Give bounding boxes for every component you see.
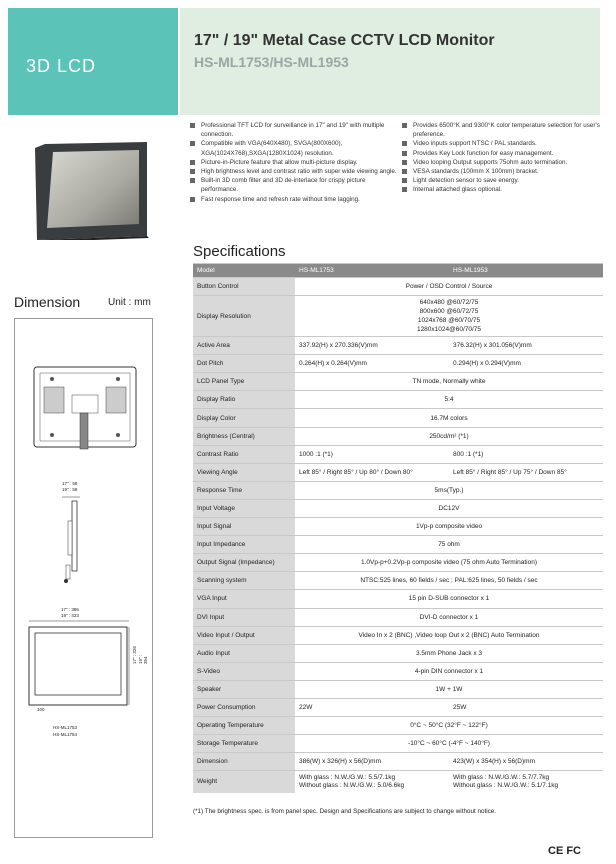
spec-value: 75 ohm [295,536,603,554]
spec-label: Contrast Ratio [193,445,295,463]
spec-label: Input Voltage [193,499,295,517]
feature-item: Video inputs support NTSC / PAL standards. [402,139,602,148]
spec-label: Viewing Angle [193,463,295,481]
spec-value: 250cd/m² (*1) [295,427,603,445]
spec-row [193,590,603,608]
spec-value: TN mode, Normally white [295,373,603,391]
spec-row [193,409,603,427]
spec-row [193,735,603,753]
spec-value-line: Without glass : N.W./G.W.: 5.0/6.6kg [299,782,405,790]
spec-value: DC12V [295,499,603,517]
feature-item: Video looping Output supports 75ohm auto termination. [402,158,602,167]
spec-row [193,753,603,771]
feature-item: Light detection sensor to save energy. [402,176,602,185]
feature-item: Internal attached glass optional. [402,185,602,194]
spec-label: Response Time [193,481,295,499]
front-view-drawing [27,619,131,711]
spec-value-line: 1280x1024@60/70/75 [416,326,482,334]
monitor-image [33,140,151,240]
spec-row [193,355,603,373]
spec-label: Scanning system [193,572,295,590]
spec-value: NTSC:525 lines, 60 fields / sec ; PAL:625 lines, 50 fields / sec [295,572,603,590]
spec-value: 1.0Vp-p+0.2Vp-p composite video (75 ohm Auto Termination) [295,554,603,572]
spec-value: Video In x 2 (BNC) ,Video loop Out x 2 (BNC) Auto Termination [295,626,603,644]
feature-item: High brightness level and contrast ratio with super wide viewing angle. [190,167,398,176]
spec-label: Storage Temperature [193,735,295,753]
spec-value: 423(W) x 354(H) x 56(D)mm [449,753,603,771]
spec-value: Left 85° / Right 85° / Up 80° / Down 80° [295,463,449,481]
spec-row [193,680,603,698]
spec-value: -10°C ~ 60°C (-4°F ~ 140°F) [295,735,603,753]
spec-value: 800 :1 (*1) [449,445,603,463]
spec-label: Brightness (Central) [193,427,295,445]
spec-label: Speaker [193,680,295,698]
spec-value: 376.32(H) x 301.056(V)mm [449,337,603,355]
certification-marks: CE FC [548,845,581,857]
front-base-label: 100 [37,707,45,712]
spec-value-line: 800x600 @60/72/75 [419,308,479,316]
spec-row [193,608,603,626]
side-depth-label-17: 17" : 58 [62,481,78,486]
spec-row [193,296,603,337]
spec-value: 1W + 1W [295,680,603,698]
dimension-title: Dimension [14,294,81,310]
title-banner [180,8,600,115]
spec-row [193,445,603,463]
front-width-label-19: 19" : 423 [61,613,79,618]
side-view-drawing [60,495,82,585]
spec-label: Input Impedance [193,536,295,554]
spec-label: Weight [193,771,295,794]
spec-row [193,717,603,735]
spec-value: 386(W) x 326(H) x 56(D)mm [295,753,449,771]
spec-value: 15 pin D-SUB connector x 1 [295,590,603,608]
feature-item: Fast response time and refresh rate without time lagging. [190,195,398,204]
side-depth-label-19: 19" : 58 [62,487,78,492]
spec-label: Dot Pitch [193,355,295,373]
specifications-title: Specifications [193,243,286,260]
spec-row [193,463,603,481]
rear-view-drawing [32,365,138,451]
spec-header-model-2: HS-ML1953 [449,264,603,278]
spec-row [193,337,603,355]
spec-row [193,554,603,572]
spec-label: Display Color [193,409,295,427]
front-height-label-17: 17" : 326 [132,646,137,664]
spec-value: 1Vp-p composite video [295,518,603,536]
spec-label: Audio Input [193,644,295,662]
category-banner [8,8,178,115]
spec-label: Output Signal (Impedance) [193,554,295,572]
spec-row [193,373,603,391]
spec-value-line: With glass : N.W./G.W.: 5.7/7.7kg [453,774,550,782]
feature-item: Built-in 3D comb filter and 3D de-interlace for crispy picture performance. [190,176,398,194]
spec-row [193,278,603,296]
spec-value [295,296,603,337]
product-models: HS-ML1753/HS-ML1953 [194,54,349,70]
spec-row [193,391,603,409]
feature-item: Provides 6500°K and 9300°K color temperature selection for user's preference. [402,121,602,139]
spec-label: Button Control [193,278,295,296]
spec-value: DVI-D connector x 1 [295,608,603,626]
front-width-label-17: 17" : 386 [61,607,79,612]
spec-value [295,771,449,794]
feature-item: Professional TFT LCD for surveillance in 17" and 19" with multiple connection. [190,121,398,139]
spec-value-line: 640x480 @60/72/75 [419,299,479,307]
spec-row [193,572,603,590]
feature-item: Compatible with VGA(640X480), SVGA(800X600), XGA(1024X768),SXGA(1280X1024) resolution. [190,139,398,157]
spec-value: 5:4 [295,391,603,409]
spec-row [193,771,603,794]
spec-label: VGA Input [193,590,295,608]
spec-value: 337.92(H) x 270.336(V)mm [295,337,449,355]
spec-row [193,481,603,499]
specifications-table [193,263,603,793]
drawing-model-2: HS-ML1754 [53,732,78,737]
feature-item: Provides Key Lock function for easy management. [402,149,602,158]
feature-list-right [402,121,602,195]
spec-value: Left 85° / Right 85° / Up 75° / Down 85° [449,463,603,481]
front-height-label-19: 19" : 354 [138,654,148,664]
spec-row [193,499,603,517]
spec-label: Operating Temperature [193,717,295,735]
dimension-drawing-box [14,318,153,838]
spec-value [449,771,603,794]
spec-value: 25W [449,698,603,716]
spec-label: Power Consumption [193,698,295,716]
footnote: (*1) The brightness spec. is from panel spec. Design and Specifications are subject to change without notice. [193,808,497,815]
feature-item: VESA standards (100mm X 100mm) bracket. [402,167,602,176]
spec-label: Active Area [193,337,295,355]
spec-value-line: 1024x768 @60/70/75 [417,317,481,325]
spec-value: 0.294(H) x 0.294(V)mm [449,355,603,373]
spec-value: 0°C ~ 50°C (32°F ~ 122°F) [295,717,603,735]
spec-label: Display Ratio [193,391,295,409]
spec-header-label: Model [193,264,295,278]
spec-value: 4-pin DIN connector x 1 [295,662,603,680]
feature-list-left [190,121,398,204]
spec-header-row [193,264,603,278]
spec-label: DVI Input [193,608,295,626]
spec-value: 3.5mm Phone Jack x 3 [295,644,603,662]
spec-label: Input Signal [193,518,295,536]
spec-value: 0.264(H) x 0.264(V)mm [295,355,449,373]
feature-item: Picture-in-Picture feature that allow multi-picture display. [190,158,398,167]
spec-header-model-1: HS-ML1753 [295,264,449,278]
spec-row [193,662,603,680]
spec-value: 1000 :1 (*1) [295,445,449,463]
spec-row [193,644,603,662]
dimension-unit: Unit : mm [108,297,151,308]
spec-label: S-Video [193,662,295,680]
product-title: 17" / 19" Metal Case CCTV LCD Monitor [194,32,495,49]
spec-row [193,518,603,536]
spec-value: 22W [295,698,449,716]
spec-row [193,626,603,644]
spec-row [193,427,603,445]
spec-value-line: With glass : N.W./G.W.: 5.5/7.1kg [299,774,396,782]
spec-label: Video Input / Output [193,626,295,644]
spec-value-line: Without glass : N.W./G.W.: 5.1/7.1kg [453,782,559,790]
spec-row [193,536,603,554]
drawing-model-1: HS-ML1753 [53,725,78,730]
category-label: 3D LCD [26,56,97,76]
spec-value: 16.7M colors [295,409,603,427]
spec-label: LCD Panel Type [193,373,295,391]
spec-row [193,698,603,716]
spec-value: Power / OSD Control / Source [295,278,603,296]
spec-value: 5ms(Typ.) [295,481,603,499]
spec-label: Dimension [193,753,295,771]
spec-label: Display Resolution [193,296,295,337]
